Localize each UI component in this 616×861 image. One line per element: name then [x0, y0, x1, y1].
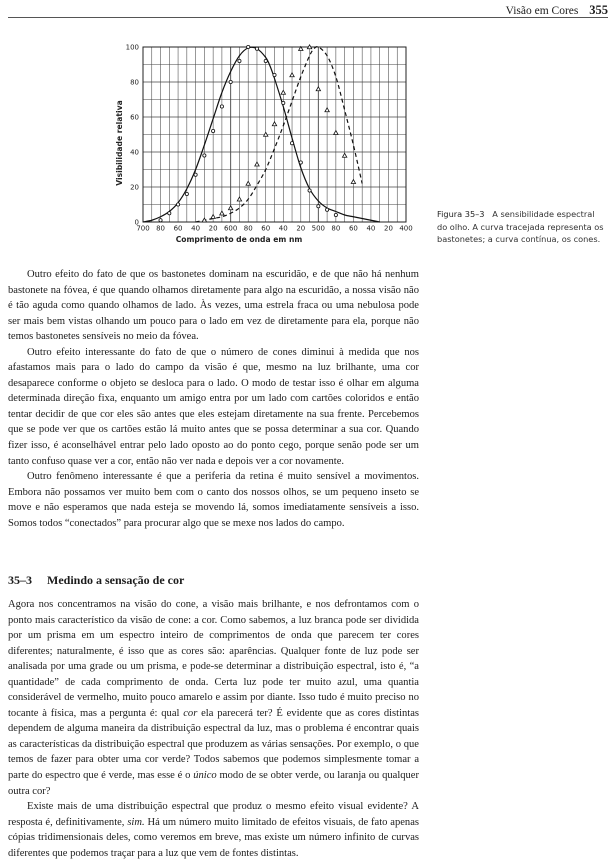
x-tick-label: 400	[399, 224, 413, 233]
section-number: 35–3	[8, 573, 32, 587]
x-tick-label: 40	[191, 224, 201, 233]
y-tick-label: 40	[130, 148, 139, 157]
x-tick-label: 20	[208, 224, 218, 233]
data-point-triangle	[264, 132, 268, 136]
data-point-triangle	[202, 218, 206, 222]
paragraph: Existe mais de uma distribuição espectral que produz o mesmo efeito visual evidente? A resposta é, definitivamente, sim. Há um número muito limitado de efeitos visuais, de fato apenas cópias tridimensionais deles, como veremos em breve, mas existe um número infinito de curvas diferentes que podemos traçar para a luz que vem de fontes distintas.	[8, 801, 419, 859]
y-tick-labels	[126, 44, 139, 227]
data-point-circle	[326, 208, 329, 211]
body-text-upper	[8, 267, 419, 531]
x-tick-label: 60	[173, 224, 183, 233]
y-tick-label: 60	[130, 113, 139, 122]
data-point-triangle	[334, 131, 338, 135]
x-axis-label: Comprimento de onda em nm	[175, 235, 303, 244]
data-point-triangle	[272, 122, 276, 126]
data-point-triangle	[325, 108, 329, 112]
data-point-circle	[203, 154, 206, 157]
running-header	[8, 2, 608, 18]
data-point-circle	[176, 203, 179, 206]
data-point-circle	[159, 219, 162, 222]
y-tick-label: 20	[130, 183, 139, 192]
data-point-triangle	[281, 90, 285, 94]
data-point-triangle	[290, 73, 294, 77]
emphasis: cor	[183, 707, 198, 719]
x-tick-label: 600	[223, 224, 238, 233]
spectral-sensitivity-chart	[116, 36, 416, 248]
data-point-triangle	[246, 181, 250, 185]
data-point-circle	[238, 59, 241, 62]
data-point-triangle	[237, 197, 241, 201]
x-tick-label: 80	[331, 224, 341, 233]
data-point-triangle	[255, 162, 259, 166]
emphasis: sim.	[127, 816, 145, 828]
x-tick-label: 40	[278, 224, 288, 233]
data-point-circle	[273, 73, 276, 76]
x-tick-label: 20	[384, 224, 393, 233]
data-point-circle	[247, 45, 250, 48]
chart-series	[143, 45, 380, 222]
data-point-triangle	[351, 180, 355, 184]
data-point-triangle	[342, 153, 346, 157]
data-point-circle	[220, 105, 223, 108]
figure-caption-text: A sensibilidade espectral do olho. A curva tracejada representa os bastonetes; a curva contínua, os cones.	[437, 209, 604, 244]
x-tick-label: 40	[366, 224, 376, 233]
y-tick-label: 80	[130, 78, 139, 87]
header-right	[506, 3, 608, 18]
paragraph: Outro fenômeno interessante é que a periferia da retina é muito sensível a movimentos. Embora não possamos ver muito bem com o canto dos nossos olhos, se um pequeno inseto se move e não esperamos que nada esteja se movendo lá, somos imediatamente sensíveis a isso. Somos todos “conectados” para procurar algo que se mexe nos lados do campo.	[8, 471, 419, 529]
paragraph: Outro efeito do fato de que os bastonetes dominam na escuridão, e de que não há nenhum bastonete na fóvea, é que quando olhamos diretamente para algo na escuridão, a nossa visão não é tão aguda como quando olhamos de lado. Às vezes, uma estrela fraca ou uma nebulosa pode ser mais bem vistas olhando um pouco para o lado em vez de diretamente para ela, porque não temos bastonetes sensíveis no meio da fóvea.	[8, 269, 419, 343]
page-number: 355	[589, 3, 608, 17]
data-point-circle	[229, 80, 232, 83]
x-tick-label: 60	[348, 224, 358, 233]
data-point-triangle	[316, 87, 320, 91]
data-point-circle	[308, 189, 311, 192]
data-point-circle	[264, 59, 267, 62]
y-tick-label: 100	[125, 43, 139, 52]
data-point-triangle	[211, 215, 215, 219]
data-point-triangle	[228, 206, 232, 210]
x-tick-label: 80	[243, 224, 253, 233]
y-tick-label: 0	[134, 218, 139, 227]
x-tick-label: 700	[136, 224, 150, 233]
running-title: Visão em Cores	[505, 5, 579, 17]
data-point-circle	[212, 129, 215, 132]
paragraph: Agora nos concentramos na visão do cone, a visão mais brilhante, e nos defrontamos com o ponto mais característico da visão de cone: a cor. Como sabemos, a luz branca pode ser dividida por um prisma em um espectro inteiro de comprimentos de onda que parecem ter cores diferentes; naturalmente, é isso que as cores são: aparências. Qualquer fonte de luz pode ser analisada por uma grade ou um prisma, e pode-se determinar a distribuição espectral, isto é, “a quantidade” de cada comprimento de onda. Certa luz pode ter muito azul, uma quantia considerável de vermelho, muito pouco amarelo e assim por diante. Isso tudo é muito preciso no tocante à física, mas a pergunta é: qual cor ela parecerá ter? É evidente que as cores distintas dependem de alguma maneira da distribuição espectral da luz, mas o problema é encontrar quais as características da distribuição espectral que produzem as várias sensações. Por exemplo, o que temos de fazer para obter uma cor verde? Todos sabemos que podemos simplesmente tomar a parte do espectro que é verde, mas esse é o único modo de se obter verde, ou laranja ou qualquer outra cor?	[8, 599, 419, 797]
x-tick-label: 60	[261, 224, 271, 233]
data-point-circle	[185, 192, 188, 195]
data-point-triangle	[220, 211, 224, 215]
x-tick-label: 500	[311, 224, 326, 233]
x-tick-labels	[136, 225, 412, 233]
section-heading	[8, 573, 184, 588]
data-point-triangle	[307, 45, 311, 49]
paragraph: Outro efeito interessante do fato de que o número de cones diminui à medida que nos afastamos mais para o lado do campo da visão é que, mesmo na luz brilhante, uma cor desaparece conforme o objeto se desloca para o lado. O modo de testar isso é olhar em alguma determinada direção fixa, enquanto um amigo entra por um lado com cartões coloridos e então tentar decidir de que cor eles são antes que eles estejam diretamente na sua frente. Percebemos que se pode ver que os cartões estão lá muito antes que se possa determinar a sua cor. Quando fizer isso, é aconselhável entrar pelo lado oposto ao do ponto cego, porque senão pode ser um tanto confuso quase ver a cor, então não ver nada e depois ver a cor novamente.	[8, 346, 419, 467]
section-title: Medindo a sensação de cor	[47, 573, 185, 587]
data-point-circle	[317, 205, 320, 208]
data-point-circle	[194, 173, 197, 176]
figure-caption	[437, 208, 607, 246]
data-point-circle	[168, 212, 171, 215]
emphasis: único	[193, 770, 217, 782]
data-point-circle	[290, 142, 293, 145]
data-point-circle	[282, 101, 285, 104]
figure-label: Figura 35–3	[437, 209, 485, 219]
x-tick-label: 80	[156, 224, 165, 233]
y-axis-label: Visibilidade relativa	[115, 100, 124, 186]
x-tick-label: 20	[296, 224, 306, 233]
data-point-circle	[255, 47, 258, 50]
body-text-lower	[8, 597, 419, 861]
data-point-circle	[299, 161, 302, 164]
data-point-circle	[334, 213, 337, 216]
